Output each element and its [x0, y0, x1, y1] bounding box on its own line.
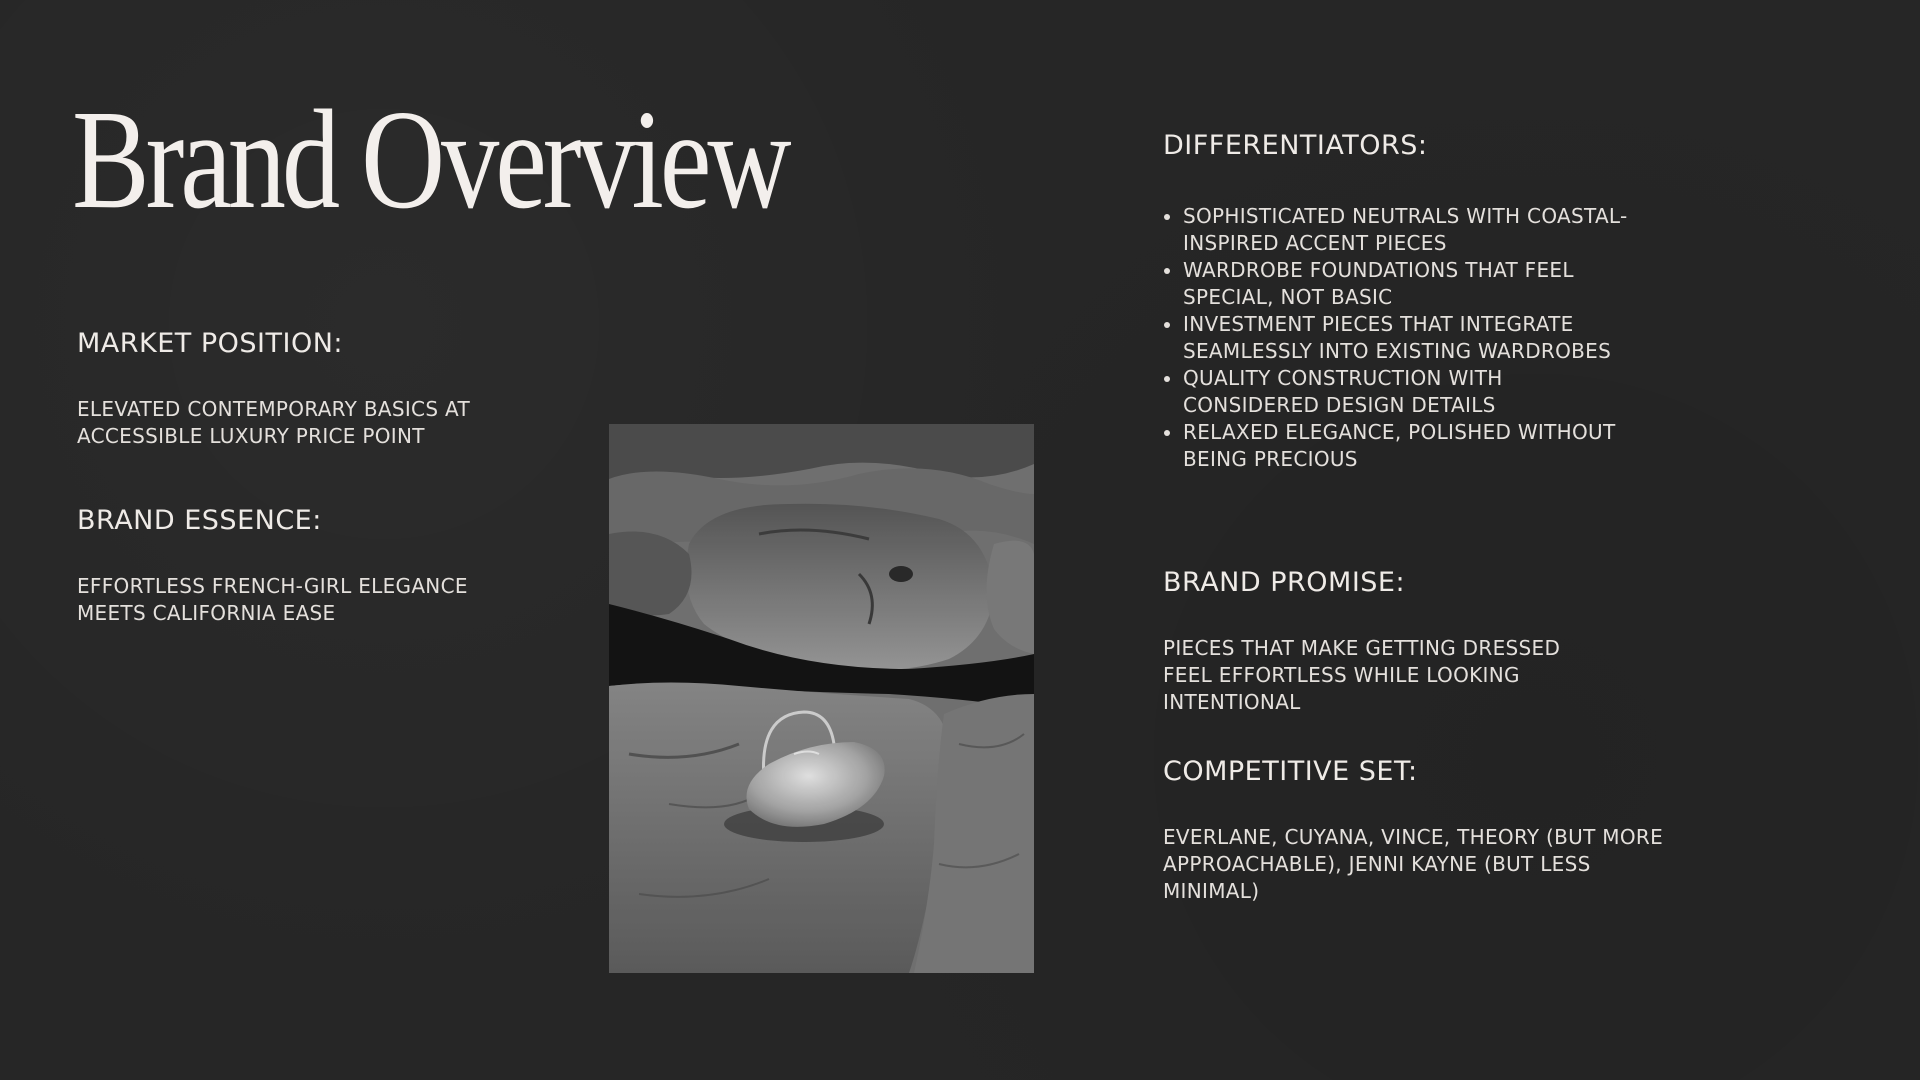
brand-promise-text: PIECES THAT MAKE GETTING DRESSED FEEL EFFORTLESS WHILE LOOKING INTENTIONAL: [1163, 636, 1561, 714]
rock-handbag-photo: [609, 424, 1034, 973]
brand-promise-heading: BRAND PROMISE:: [1163, 567, 1406, 598]
page-title: Brand Overview: [72, 80, 788, 238]
list-item: • WARDROBE FOUNDATIONS THAT FEEL SPECIAL, NOT BASIC: [1183, 257, 1643, 311]
market-position-text: ELEVATED CONTEMPORARY BASICS AT ACCESSIBLE LUXURY PRICE POINT: [77, 397, 470, 448]
competitive-set-text: EVERLANE, CUYANA, VINCE, THEORY (BUT MORE APPROACHABLE), JENNI KAYNE (BUT LESS MINIMAL): [1163, 825, 1664, 903]
market-position-heading: MARKET POSITION:: [77, 328, 344, 359]
differentiators-heading: DIFFERENTIATORS:: [1163, 130, 1428, 161]
list-item: • RELAXED ELEGANCE, POLISHED WITHOUT BEING PRECIOUS: [1183, 419, 1643, 473]
differentiators-list: [1163, 203, 1643, 473]
brand-essence-heading: BRAND ESSENCE:: [77, 505, 322, 536]
brand-essence-text: EFFORTLESS FRENCH-GIRL ELEGANCE MEETS CALIFORNIA EASE: [77, 574, 468, 625]
list-item: • INVESTMENT PIECES THAT INTEGRATE SEAMLESSLY INTO EXISTING WARDROBES: [1183, 311, 1643, 365]
list-item: • QUALITY CONSTRUCTION WITH CONSIDERED DESIGN DETAILS: [1183, 365, 1643, 419]
list-item: • SOPHISTICATED NEUTRALS WITH COASTAL-INSPIRED ACCENT PIECES: [1183, 203, 1643, 257]
competitive-set-heading: COMPETITIVE SET:: [1163, 756, 1418, 787]
